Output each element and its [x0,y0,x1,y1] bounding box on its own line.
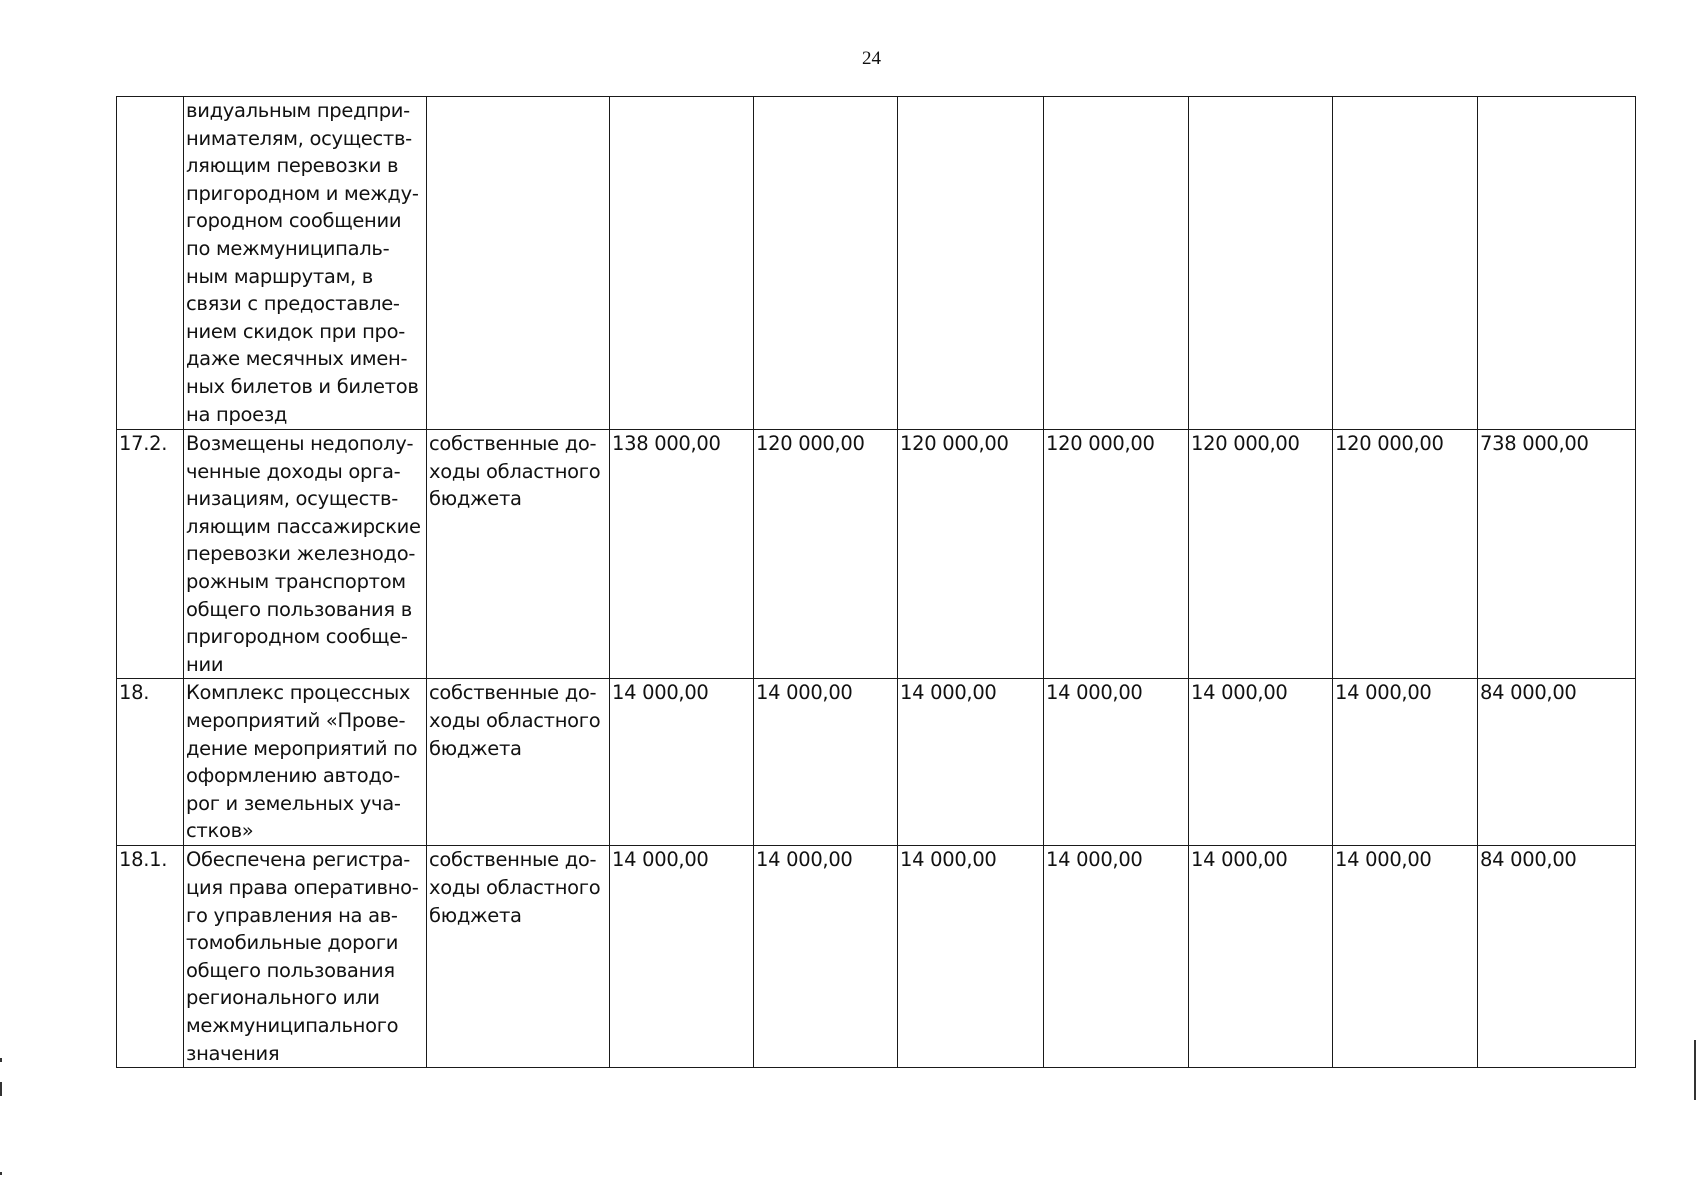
value-cell: 120 000,00 [1333,430,1478,679]
row-number-cell: 18. [117,679,184,846]
value-cell [1333,97,1478,430]
total-cell [1478,97,1636,430]
value-cell: 120 000,00 [898,430,1044,679]
measure-name-cell: Возмещены недополу- ченные доходы орга- низациям, осуществ- ляющим пассажирские перевозки железнодо- рожным транспортом общего пользования в пригородном сообще- нии [184,430,427,679]
funding-source-cell: собственные до- ходы областного бюджета [427,679,610,846]
value-cell: 14 000,00 [1189,679,1333,846]
table-row [117,430,1636,679]
value-cell: 14 000,00 [1044,679,1189,846]
value-cell: 14 000,00 [754,846,898,1068]
value-cell: 14 000,00 [1189,846,1333,1068]
budget-table [116,96,1636,1068]
value-cell: 120 000,00 [1044,430,1189,679]
value-cell: 14 000,00 [610,846,754,1068]
value-cell: 120 000,00 [1189,430,1333,679]
table-row [117,679,1636,846]
value-cell: 120 000,00 [754,430,898,679]
value-cell: 14 000,00 [898,846,1044,1068]
value-cell: 14 000,00 [754,679,898,846]
scan-edge-mark [1694,1040,1696,1100]
measure-name-cell: Комплекс процессных мероприятий «Прове- дение мероприятий по оформлению автодо- рог и земельных уча- стков» [184,679,427,846]
value-cell [1189,97,1333,430]
row-number-cell: 18.1. [117,846,184,1068]
value-cell: 14 000,00 [1044,846,1189,1068]
funding-source-cell: собственные до- ходы областного бюджета [427,846,610,1068]
value-cell: 14 000,00 [898,679,1044,846]
funding-source-cell [427,97,610,430]
table-row [117,846,1636,1068]
page-number: 24 [862,48,881,69]
scan-edge-mark [0,1058,2,1062]
scan-edge-mark [0,1172,2,1175]
value-cell [754,97,898,430]
value-cell [610,97,754,430]
total-cell: 738 000,00 [1478,430,1636,679]
measure-name-cell: Обеспечена регистра- ция права оперативно- го управления на ав- томобильные дороги общего пользования регионального или межмуниципального значения [184,846,427,1068]
value-cell: 14 000,00 [1333,846,1478,1068]
total-cell: 84 000,00 [1478,679,1636,846]
value-cell: 14 000,00 [610,679,754,846]
total-cell: 84 000,00 [1478,846,1636,1068]
value-cell: 138 000,00 [610,430,754,679]
row-number-cell: 17.2. [117,430,184,679]
scan-edge-mark [0,1082,2,1096]
value-cell [898,97,1044,430]
row-number-cell [117,97,184,430]
value-cell [1044,97,1189,430]
table-row [117,97,1636,430]
funding-source-cell: собственные до- ходы областного бюджета [427,430,610,679]
measure-name-cell: видуальным предпри- нимателям, осуществ- ляющим перевозки в пригородном и между- городном сообщении по межмуниципаль- ным маршрутам, в связи с предоставле- нием скидок при про- даже месячных имен- ных билетов и билетов на проезд [184,97,427,430]
value-cell: 14 000,00 [1333,679,1478,846]
